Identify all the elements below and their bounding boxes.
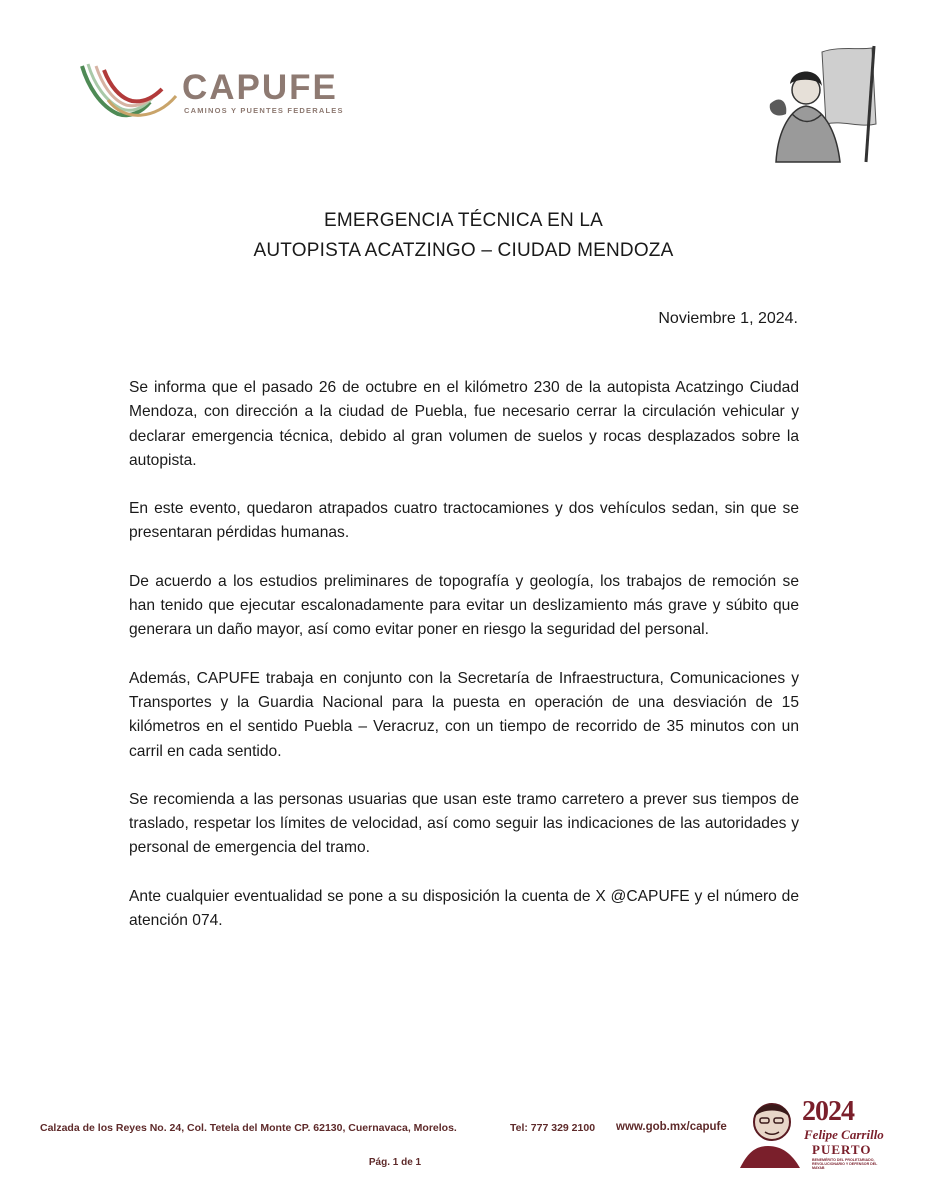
document-title xyxy=(0,206,927,266)
footer-address: Calzada de los Reyes No. 24, Col. Tetela del Monte CP. 62130, Cuernavaca, Morelos. xyxy=(40,1122,457,1134)
felipe-carrillo-portrait-icon xyxy=(738,1092,808,1170)
paragraph: En este evento, quedaron atrapados cuatro tractocamiones y dos vehículos sedan, sin que se presentaran pérdidas humanas. xyxy=(129,500,799,542)
paragraph: Además, CAPUFE trabaja en conjunto con la Secretaría de Infraestructura, Comunicaciones y Transportes y la Guardia Nacional para la puesta en operación de una desviación de 15 kilómetros en el sentido Puebla – Veracruz, con un tiempo de recorrido de 35 minutos con un carril en cada sentido. xyxy=(129,669,799,760)
page-number: Pág. 1 de 1 xyxy=(368,1157,422,1168)
capufe-logo xyxy=(78,56,348,126)
felipe-carrillo-puerto-seal xyxy=(738,1092,888,1170)
logo-name: CAPUFE xyxy=(182,68,338,107)
paragraph: De acuerdo a los estudios preliminares de topografía y geología, los trabajos de remoción se han tenido que ejecutar escalonadamente para evitar un deslizamiento más grave y súbito que generara un daño mayor, así como evitar poner en riesgo la seguridad del personal. xyxy=(129,572,799,639)
paragraph: Se recomienda a las personas usuarias que usan este tramo carretero a prever sus tiempos de traslado, respetar los límites de velocidad, así como seguir las indicaciones de las autoridades y personal de emergencia del tramo. xyxy=(129,790,799,857)
footer-website-link[interactable]: www.gob.mx/capufe xyxy=(616,1121,727,1133)
footer-phone: Tel: 777 329 2100 xyxy=(510,1122,596,1134)
title-line-1: EMERGENCIA TÉCNICA EN LA xyxy=(324,210,603,231)
title-line-2: AUTOPISTA ACATZINGO – CIUDAD MENDOZA xyxy=(253,240,674,261)
seal-year: 2024 xyxy=(802,1096,854,1127)
seal-name: Felipe Carrillo xyxy=(804,1127,884,1142)
paragraph: Ante cualquier eventualidad se pone a su disposición la cuenta de X @CAPUFE y el número de atención 074. xyxy=(129,887,799,930)
document-body xyxy=(129,376,799,957)
capufe-ribbon-icon xyxy=(78,56,178,126)
woman-with-flag-portrait-icon xyxy=(762,44,880,164)
document-date: Noviembre 1, 2024. xyxy=(658,310,798,327)
logo-subtitle: CAMINOS Y PUENTES FEDERALES xyxy=(184,106,344,115)
seal-tagline: BENEMÉRITO DEL PROLETARIADO, REVOLUCIONARIO Y DEFENSOR DEL MAYAB xyxy=(812,1158,878,1171)
seal-name-2: PUERTO xyxy=(812,1142,872,1157)
paragraph: Se informa que el pasado 26 de octubre en el kilómetro 230 de la autopista Acatzingo Ciudad Mendoza, con dirección a la ciudad de Puebla, fue necesario cerrar la circulación vehicular y declarar emergencia técnica, debido al gran volumen de suelos y rocas desplazados sobre la autopista. xyxy=(129,379,799,469)
